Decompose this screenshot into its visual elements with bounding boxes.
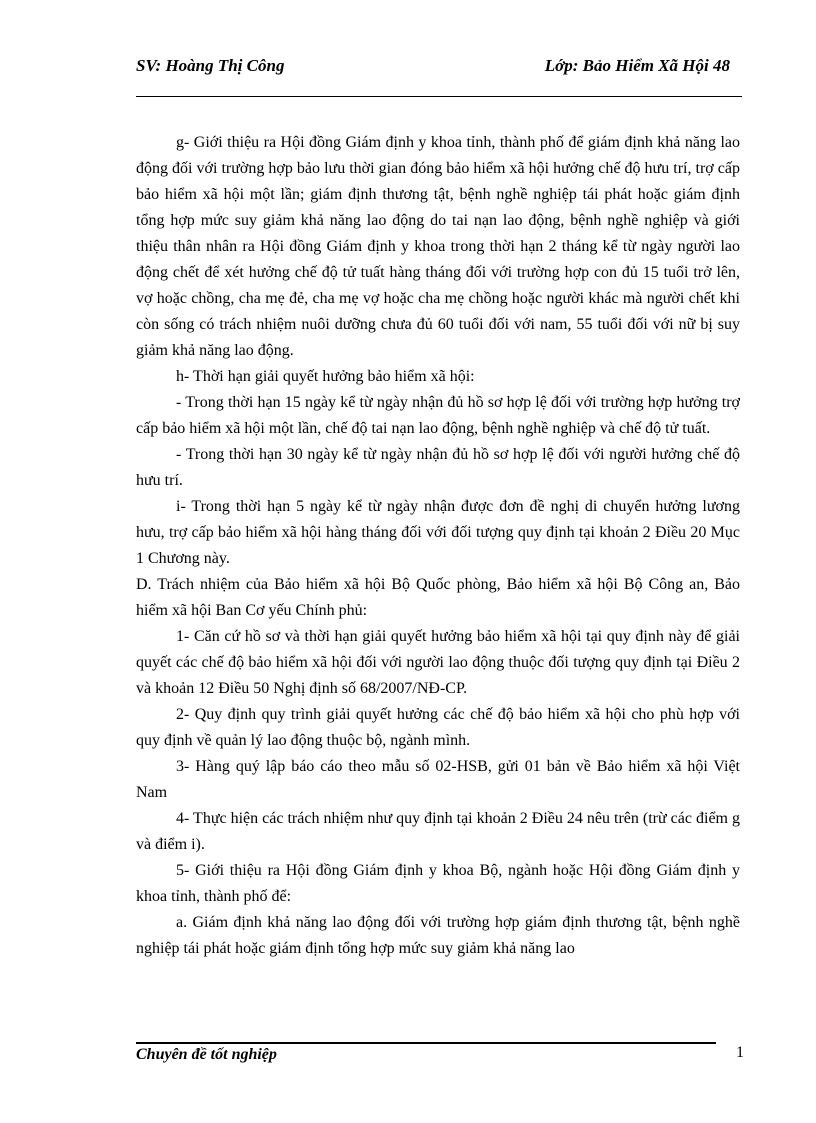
header-class-name: Lớp: Bảo Hiểm Xã Hội 48 [544,56,730,75]
paragraph-g: g- Giới thiệu ra Hội đồng Giám định y khoa tỉnh, thành phố để giám định khả năng lao động đối với trường hợp bảo lưu thời gian đóng bảo hiểm xã hội hưởng chế độ hưu trí, trợ cấp bảo hiểm xã hội một lần; giám định thương tật, bệnh nghề nghiệp tái phát hoặc giám định tổng hợp mức suy giảm khả năng lao động do tai nạn lao động, bệnh nghề nghiệp và giới thiệu thân nhân ra Hội đồng Giám định y khoa trong thời hạn 2 tháng kể từ ngày người lao động chết để xét hưởng chế độ tử tuất hàng tháng đối với trường hợp con đủ 15 tuổi trở lên, vợ hoặc chồng, cha mẹ đẻ, cha mẹ vợ hoặc cha mẹ chồng hoặc người khác mà người chết khi còn sống có trách nhiệm nuôi dưỡng chưa đủ 60 tuổi đối với nam, 55 tuổi đối với nữ bị suy giảm khả năng lao động. [136,134,740,359]
footer-title: Chuyên đề tốt nghiệp [136,1046,277,1063]
footer-divider [136,1042,716,1044]
page-number: 1 [736,1044,744,1061]
paragraph-d-5-a: a. Giám định khả năng lao động đối với trường hợp giám định thương tật, bệnh nghề nghiệp tái phát hoặc giám định tổng hợp mức suy giảm khả năng lao [136,914,740,957]
paragraph-d-3: 3- Hàng quý lập báo cáo theo mẫu số 02-HSB, gửi 01 bản về Bảo hiểm xã hội Việt Nam [136,758,740,801]
header-student-name: SV: Hoàng Thị Công [136,56,285,75]
paragraph-i: i- Trong thời hạn 5 ngày kể từ ngày nhận được đơn đề nghị di chuyển hưởng lương hưu, trợ cấp bảo hiểm xã hội hàng tháng đối với đối tượng quy định tại khoản 2 Điều 20 Mục 1 Chương này. [136,498,740,567]
paragraph-d-4: 4- Thực hiện các trách nhiệm như quy định tại khoản 2 Điều 24 nêu trên (trừ các điểm g và điểm i). [136,810,740,853]
document-body [136,130,740,962]
paragraph-d-2: 2- Quy định quy trình giải quyết hưởng các chế độ bảo hiểm xã hội cho phù hợp với quy định về quản lý lao động thuộc bộ, ngành mình. [136,706,740,749]
page-header [136,56,740,84]
paragraph-d-1: 1- Căn cứ hồ sơ và thời hạn giải quyết hưởng bảo hiểm xã hội tại quy định này để giải quyết các chế độ bảo hiểm xã hội đối với người lao động thuộc đối tượng quy định tại Điều 2 và khoản 12 Điều 50 Nghị định số 68/2007/NĐ-CP. [136,628,740,697]
paragraph-d-5: 5- Giới thiệu ra Hội đồng Giám định y khoa Bộ, ngành hoặc Hội đồng Giám định y khoa tỉnh, thành phố để: [136,862,740,905]
paragraph-h-item-2: - Trong thời hạn 30 ngày kể từ ngày nhận đủ hồ sơ hợp lệ đối với người hưởng chế độ hưu trí. [136,446,740,489]
header-divider [136,96,742,97]
paragraph-h: h- Thời hạn giải quyết hưởng bảo hiểm xã hội: [176,368,475,385]
section-heading-d: D. Trách nhiệm của Bảo hiểm xã hội Bộ Quốc phòng, Bảo hiểm xã hội Bộ Công an, Bảo hiểm xã hội Ban Cơ yếu Chính phủ: [136,576,740,619]
paragraph-h-item-1: - Trong thời hạn 15 ngày kể từ ngày nhận đủ hồ sơ hợp lệ đối với trường hợp hưởng trợ cấp bảo hiểm xã hội một lần, chế độ tai nạn lao động, bệnh nghề nghiệp và chế độ tử tuất. [136,394,740,437]
